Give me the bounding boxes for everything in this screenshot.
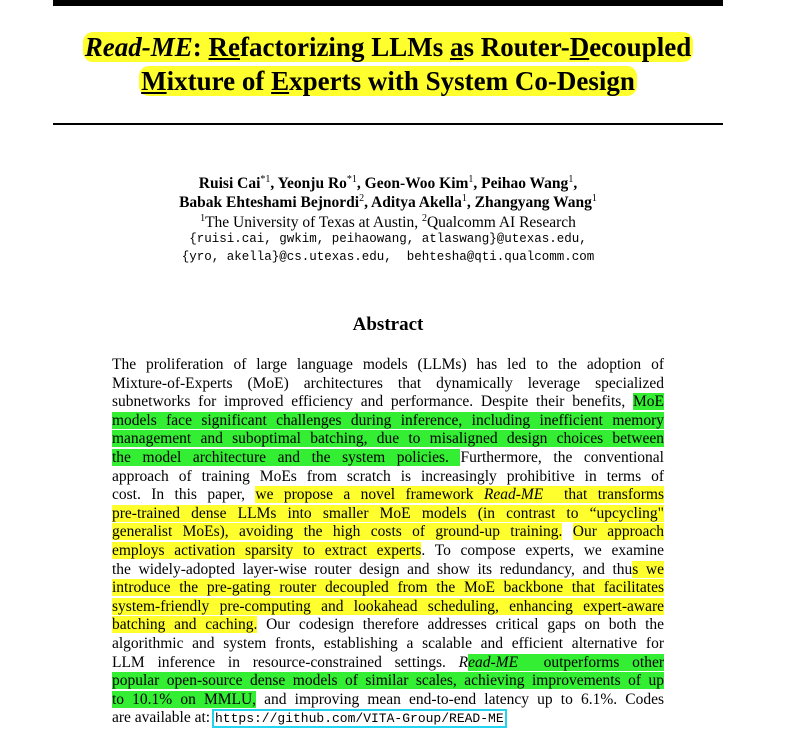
abstract-text: outperforms other	[518, 653, 665, 671]
title-model-name: Read-ME	[84, 32, 193, 62]
abstract-line	[112, 486, 664, 505]
model-name: ead-ME	[468, 653, 519, 671]
yellow-highlight: s we	[632, 560, 664, 578]
title-underlined-d: D	[569, 32, 590, 62]
title-text: s Router-	[463, 32, 570, 62]
abstract-line	[112, 430, 664, 449]
abstract-line	[112, 542, 664, 561]
green-highlight: models face significant challenges during inference, including inefficient memory	[112, 411, 664, 429]
abstract-line	[112, 523, 664, 542]
abstract-text: we propose a novel framework	[255, 486, 484, 504]
affiliation-text: Qualcomm AI Research	[426, 214, 576, 231]
abstract-text: cost. In this paper,	[112, 486, 256, 504]
abstract-line	[112, 672, 664, 691]
author-separator: ,	[473, 175, 482, 192]
paper-title-line-1	[53, 30, 723, 64]
abstract-line	[112, 449, 664, 468]
author-name: Zhangyang Wang	[474, 194, 592, 211]
title-text: xperts with System Co-Design	[289, 66, 635, 96]
yellow-highlight: employs activation sparsity to extract experts	[112, 542, 422, 559]
yellow-highlight: pre-trained dense LLMs into smaller MoE models (in contrast to “upcycling"	[112, 504, 664, 522]
title-bottom-rule	[53, 123, 723, 125]
title-highlight	[139, 66, 637, 96]
abstract-line	[112, 393, 664, 412]
green-highlight: the model architecture and the system policies.	[112, 449, 461, 466]
abstract-text: Our codesign therefore addresses critical gaps on both the	[257, 616, 664, 634]
author-name: Yeonju Ro	[277, 175, 347, 192]
yellow-highlight	[255, 486, 664, 503]
affiliation-text: The University of Texas at Austin,	[205, 214, 422, 231]
title-text: ecoupled	[589, 32, 692, 62]
author-separator: ,	[466, 194, 475, 211]
abstract-line: Mixture-of-Experts (MoE) architectures that dynamically leverage specialized	[112, 374, 664, 392]
affiliation-mark: 2	[421, 213, 427, 224]
title-colon: :	[192, 32, 202, 62]
author-name: Peihao Wang	[481, 175, 569, 192]
abstract-text: . To compose experts, we examine	[421, 542, 664, 559]
abstract-line	[112, 654, 664, 673]
author-affiliation-mark: *1	[346, 174, 357, 185]
paper-title-line-2	[53, 64, 723, 98]
yellow-highlight: system-friendly pre-computing and lookahead scheduling, enhancing expert-aware	[112, 597, 664, 615]
author-affiliation-mark: 1	[591, 193, 597, 204]
title-underlined-a: a	[449, 32, 464, 62]
abstract-text: are available at:	[112, 709, 214, 727]
abstract-text: LLM inference in resource-constrained settings.	[112, 653, 459, 671]
abstract-line: approach of training MoEs from scratch is increasingly prohibitive in terms of	[112, 467, 664, 485]
abstract-text: Furthermore, the conventional	[460, 449, 664, 466]
abstract-heading: Abstract	[352, 314, 424, 335]
top-rule	[53, 0, 723, 6]
abstract-line: The proliferation of large language models (LLMs) has led to the adoption of	[112, 356, 664, 373]
yellow-highlight: introduce the pre-gating router decoupled from the MoE backbone that facilitates	[112, 579, 664, 597]
green-highlight: popular open-source dense models of similar scales, achieving improvements of up	[112, 672, 664, 690]
green-highlight: MoE	[633, 393, 664, 411]
title-highlight	[83, 32, 693, 62]
abstract-line	[112, 616, 664, 635]
title-underlined-m: M	[141, 66, 167, 96]
author-affiliation-mark: 2	[359, 193, 365, 204]
title-underlined-e: E	[271, 66, 290, 96]
green-highlight: to 10.1% on MMLU,	[112, 690, 257, 708]
abstract-line: algorithmic and system fronts, establishing a scalable and efficient alternative for	[112, 635, 664, 652]
author-name: Aditya Akella	[371, 194, 462, 211]
abstract-text	[562, 523, 572, 540]
author-separator: ,	[356, 175, 365, 192]
abstract-line	[112, 505, 664, 524]
title-text: factorizing LLMs	[240, 32, 450, 62]
author-affiliation-mark: 1	[468, 174, 474, 185]
author-name: Geon-Woo Kim	[364, 175, 469, 192]
yellow-highlight: generalist MoEs), avoiding the high costs of ground-up training.	[112, 523, 563, 541]
affiliation-mark: 1	[200, 213, 206, 224]
code-repository-link[interactable]: https://github.com/VITA-Group/READ-ME	[214, 711, 504, 727]
author-separator: ,	[364, 194, 371, 211]
abstract-line	[112, 691, 664, 710]
abstract-text: the widely-adopted layer-wise router design and show its redundancy, and thu	[112, 560, 633, 578]
abstract-line	[112, 598, 664, 617]
green-highlight: management and suboptimal batching, due to misaligned design choices between	[112, 430, 664, 448]
abstract-line	[112, 412, 664, 431]
author-name: Ruisi Cai	[198, 175, 261, 192]
abstract-text: that transforms	[543, 486, 664, 504]
abstract-line	[112, 579, 664, 598]
abstract-line	[112, 709, 664, 729]
abstract-line	[112, 561, 664, 580]
author-affiliation-mark: 1	[568, 174, 574, 185]
email-line-2: {yro, akella}@cs.utexas.edu, behtesha@qti.qualcomm.com	[181, 250, 595, 264]
title-text: ixture of	[166, 66, 272, 96]
model-name: R	[458, 653, 469, 671]
model-name: Read-ME	[483, 486, 544, 504]
email-line-1: {ruisi.cai, gwkim, peihaowang, atlaswang}@utexas.edu,	[189, 232, 587, 246]
yellow-highlight: batching and caching.	[112, 616, 258, 634]
abstract-text: subnetworks for improved efficiency and performance. Despite their benefits,	[112, 393, 633, 411]
author-affiliation-mark: *1	[260, 174, 271, 185]
author-separator: ,	[573, 175, 578, 192]
yellow-highlight: Our approach	[572, 523, 665, 541]
author-separator: ,	[270, 175, 278, 192]
abstract-text: and improving mean end-to-end latency up to 6.1%. Codes	[256, 690, 664, 708]
green-highlight	[468, 654, 664, 671]
title-underlined-re: Re	[208, 32, 240, 62]
author-affiliation-mark: 1	[461, 193, 467, 204]
author-name: Babak Ehteshami Bejnordi	[179, 194, 360, 211]
